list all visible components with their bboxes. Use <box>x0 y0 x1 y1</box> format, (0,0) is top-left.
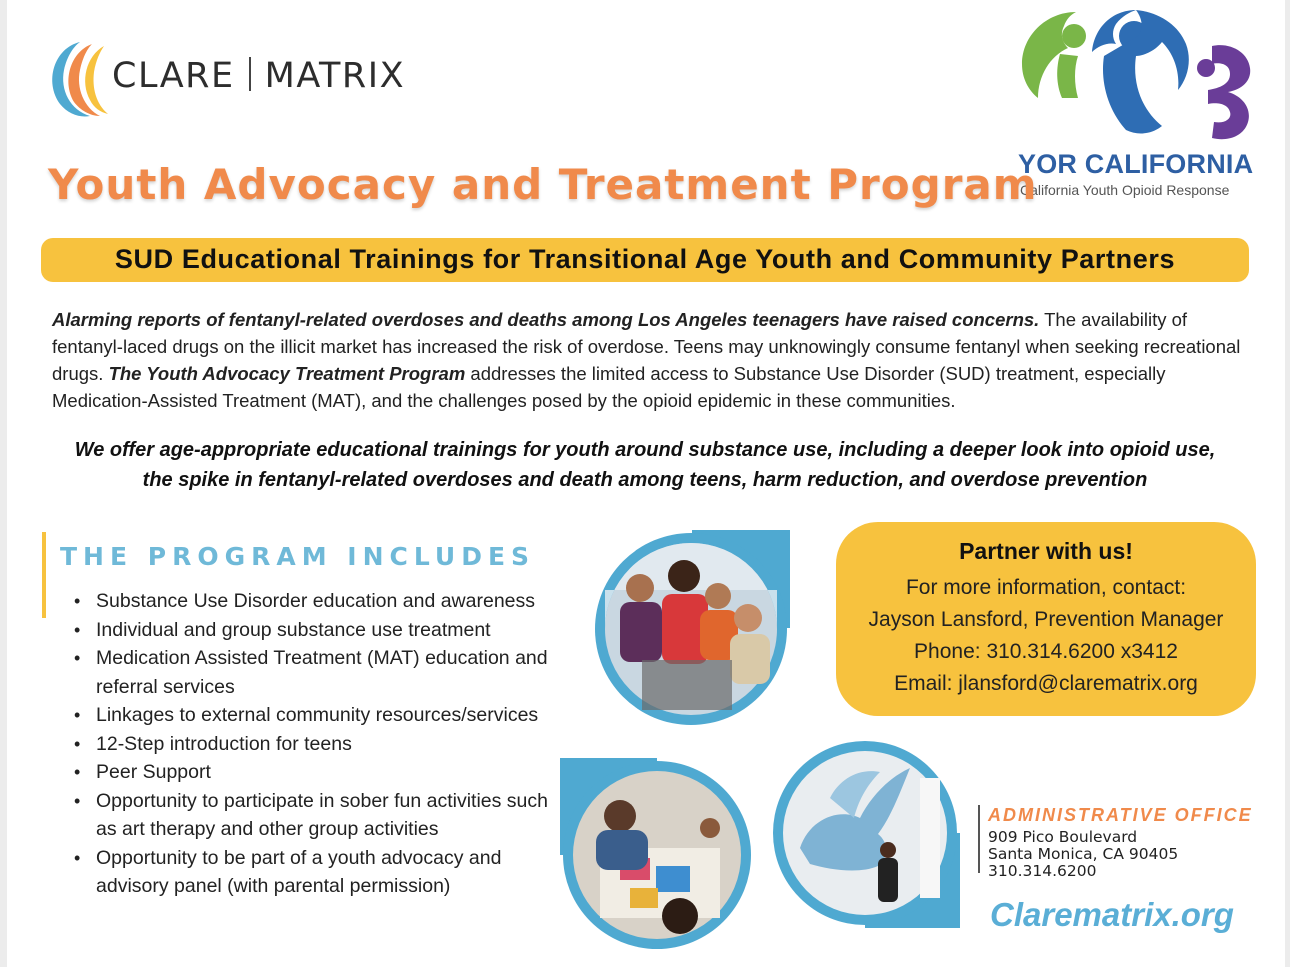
program-item: • Medication Assisted Treatment (MAT) education and referral services <box>70 644 560 701</box>
program-item: • Opportunity to be part of a youth advocacy and advisory panel (with parental permission) <box>70 844 560 901</box>
clare-matrix-logo <box>40 36 420 120</box>
yor-california-title: YOR CALIFORNIA <box>1018 149 1254 179</box>
partner-contact-email[interactable]: Email: jlansford@clarematrix.org <box>894 672 1198 695</box>
partner-contact-intro: For more information, contact: <box>905 576 1187 599</box>
page-edge-right <box>1285 0 1290 967</box>
intro-paragraph <box>52 306 1247 414</box>
yor-california-logo <box>1010 6 1270 206</box>
program-item: • Individual and group substance use treatment <box>70 616 560 645</box>
youth-group-photo <box>592 530 790 728</box>
intro-text-1: The availability of fentanyl-laced drugs on the illicit market has increased the risk of overdose. Teens may unknowingly consume fentanyl when seeking recreational drugs. <box>52 309 1241 384</box>
intro-text-2: addresses the limited access to Substance Use Disorder (SUD) treatment, especially Medication-Assisted Treatment (MAT), and the challenges posed by the opioid epidemic in these communities. <box>52 363 1166 411</box>
program-accent-bar <box>42 532 46 618</box>
office-address-line-2: Santa Monica, CA 90405 <box>988 845 1179 863</box>
program-heading: THE PROGRAM INCLUDES <box>60 542 536 571</box>
yor-people-figures-icon <box>1016 6 1264 146</box>
matrix-word: MATRIX <box>264 56 406 96</box>
topic-banner <box>41 238 1249 282</box>
logo-separator <box>249 57 251 91</box>
yor-california-subtitle: California Youth Opioid Response <box>1020 182 1230 198</box>
intro-program-name: The Youth Advocacy Treatment Program <box>108 363 466 384</box>
dove-mural-photo <box>770 738 960 928</box>
clare-matrix-crescent-icon <box>40 36 112 120</box>
clare-matrix-wordmark <box>112 56 405 96</box>
partner-contact-name: Jayson Lansford, Prevention Manager <box>868 608 1224 631</box>
partner-contact-box <box>836 522 1256 716</box>
program-item: • Opportunity to participate in sober fun activities such as art therapy and other group activities <box>70 787 560 844</box>
program-item: • Substance Use Disorder education and awareness <box>70 587 560 616</box>
office-address-line-1: 909 Pico Boulevard <box>988 828 1138 846</box>
website-link[interactable]: Clarematrix.org <box>990 896 1234 933</box>
program-tagline: We offer age-appropriate educational trainings for youth around substance use, including a deeper look into opioid use, the spike in fentanyl-related overdoses and death among teens, harm reduction, and overdose prevention <box>74 439 1216 491</box>
office-divider <box>978 805 980 873</box>
partner-contact-phone[interactable]: Phone: 310.314.6200 x3412 <box>914 640 1178 663</box>
page-title: Youth Advocacy and Treatment Program <box>48 160 1038 209</box>
program-item: • Peer Support <box>70 758 560 787</box>
intro-lead: Alarming reports of fentanyl-related overdoses and deaths among Los Angeles teenagers have raised concerns. <box>52 309 1040 330</box>
topic-banner-text: SUD Educational Trainings for Transitional Age Youth and Community Partners <box>114 244 1176 274</box>
program-item: • Linkages to external community resources/services <box>70 701 560 730</box>
program-item: • 12-Step introduction for teens <box>70 730 560 759</box>
program-list <box>70 587 560 901</box>
clare-word: CLARE <box>112 56 235 96</box>
page-edge-left <box>0 0 7 967</box>
art-activity-photo <box>560 758 754 952</box>
office-phone[interactable]: 310.314.6200 <box>988 862 1097 880</box>
office-title: ADMINISTRATIVE OFFICE <box>988 805 1253 825</box>
partner-title: Partner with us! <box>959 538 1133 564</box>
